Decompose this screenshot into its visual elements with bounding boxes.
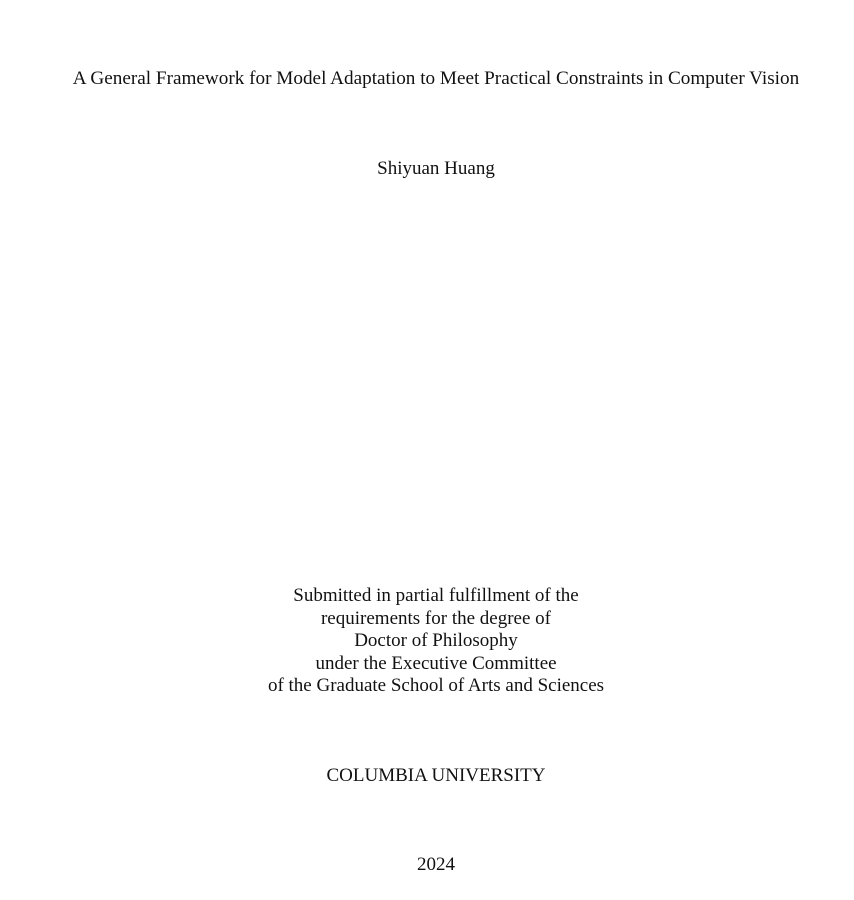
publication-year: 2024	[417, 854, 455, 875]
statement-line: under the Executive Committee	[315, 652, 557, 674]
statement-line: requirements for the degree of	[320, 607, 551, 629]
statement-line: of the Graduate School of Arts and Sciences	[267, 675, 605, 696]
thesis-title: A General Framework for Model Adaptation to Meet Practical Constraints in Computer Vision	[72, 68, 800, 89]
degree-statement	[9, 585, 854, 698]
university-name: COLUMBIA UNIVERSITY	[326, 765, 546, 786]
statement-line: Submitted in partial fulfillment of the	[293, 585, 579, 606]
statement-line: Doctor of Philosophy	[354, 630, 518, 651]
author-name: Shiyuan Huang	[377, 158, 495, 179]
